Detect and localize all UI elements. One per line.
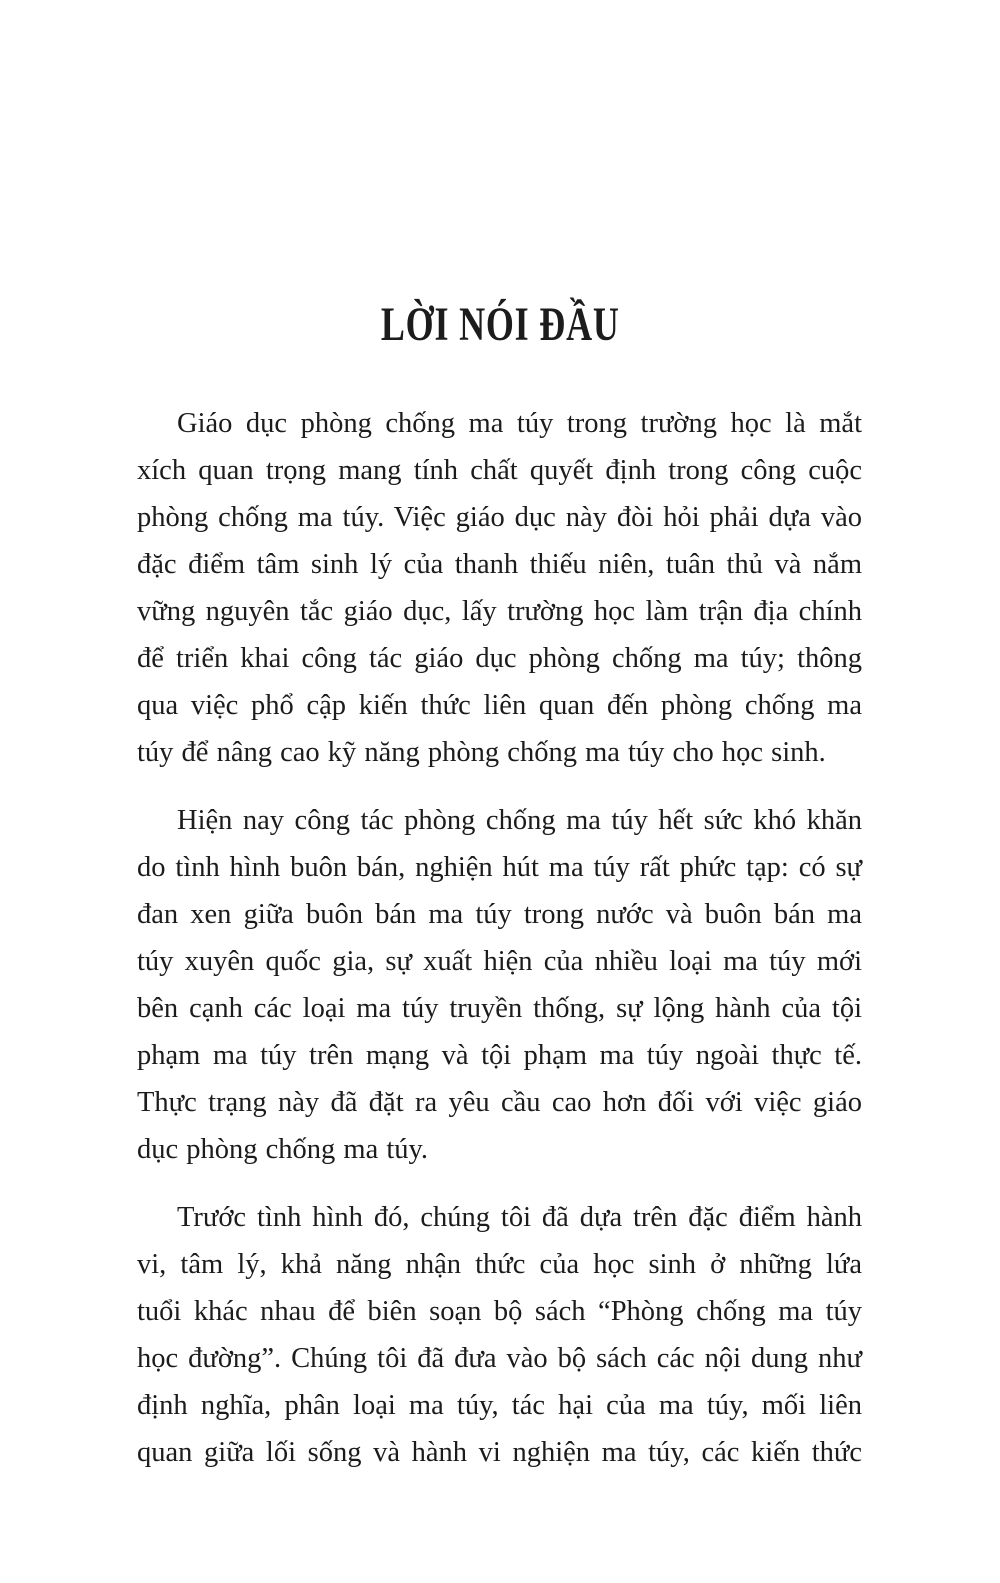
text-line: vững nguyên tắc giáo dục, lấy trường học làm trận địa chính [137,596,862,627]
text-line: túy để nâng cao kỹ năng phòng chống ma túy cho học sinh. [137,737,826,768]
text-line: Hiện nay công tác phòng chống ma túy hết sức khó khăn [177,805,862,836]
text-line: phòng chống ma túy. Việc giáo dục này đòi hỏi phải dựa vào [137,502,862,533]
text-line: tuổi khác nhau để biên soạn bộ sách “Phòng chống ma túy [137,1296,862,1327]
text-line: túy xuyên quốc gia, sự xuất hiện của nhiều loại ma túy mới [137,946,862,977]
text-line: định nghĩa, phân loại ma túy, tác hại của ma túy, mối liên [137,1390,862,1421]
text-line: Trước tình hình đó, chúng tôi đã dựa trên đặc điểm hành [177,1202,862,1233]
text-line: Thực trạng này đã đặt ra yêu cầu cao hơn đối với việc giáo [137,1087,862,1118]
text-line: bên cạnh các loại ma túy truyền thống, sự lộng hành của tội [137,993,862,1024]
text-line: dục phòng chống ma túy. [137,1134,429,1165]
text-line: Giáo dục phòng chống ma túy trong trường học là mắt [177,408,862,439]
text-line: phạm ma túy trên mạng và tội phạm ma túy ngoài thực tế. [137,1040,862,1071]
text-line: học đường”. Chúng tôi đã đưa vào bộ sách các nội dung như [137,1343,862,1374]
page-title-text: LỜI NÓI ĐẦU [380,297,620,351]
paragraph [137,1194,862,1476]
paragraph [137,797,862,1173]
text-line: xích quan trọng mang tính chất quyết định trong công cuộc [137,455,862,486]
text-line: do tình hình buôn bán, nghiện hút ma túy rất phức tạp: có sự [137,852,862,883]
text-line: quan giữa lối sống và hành vi nghiện ma túy, các kiến thức [137,1437,862,1468]
text-line: đặc điểm tâm sinh lý của thanh thiếu niên, tuân thủ và nắm [137,549,862,580]
page-title [0,0,1000,350]
text-line: vi, tâm lý, khả năng nhận thức của học sinh ở những lứa [137,1249,862,1280]
text-line: để triển khai công tác giáo dục phòng chống ma túy; thông [137,643,862,674]
text-line: qua việc phổ cập kiến thức liên quan đến phòng chống ma [137,690,862,721]
text-line: đan xen giữa buôn bán ma túy trong nước và buôn bán ma [137,899,862,930]
paragraph [137,400,862,776]
page-body [0,400,1000,1476]
